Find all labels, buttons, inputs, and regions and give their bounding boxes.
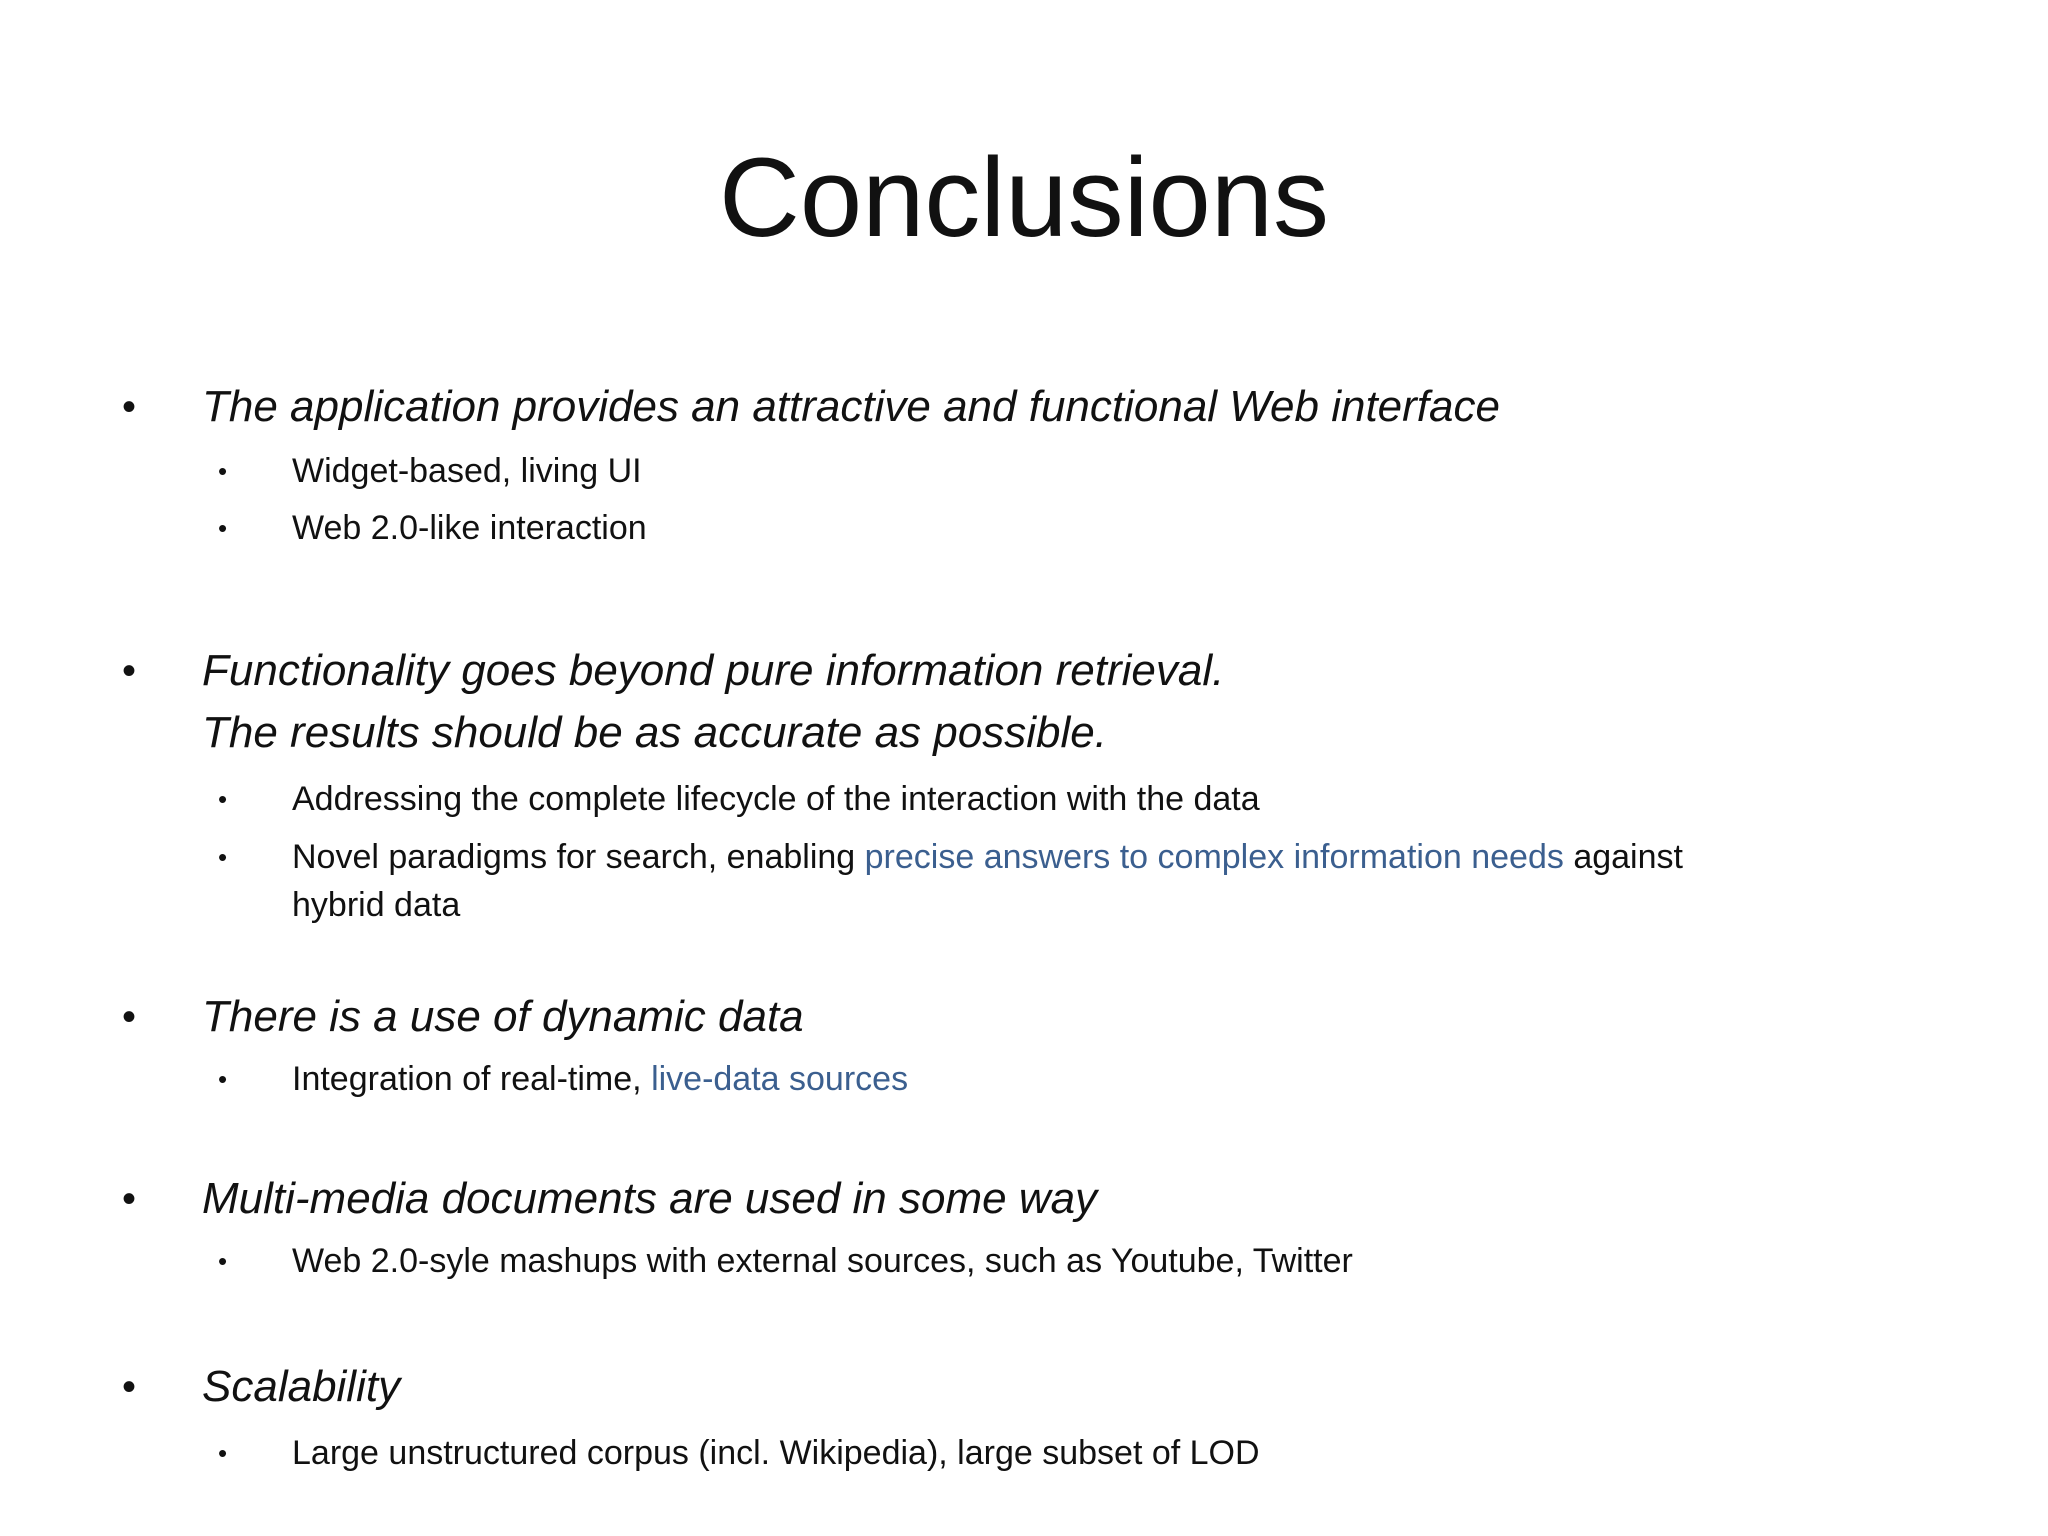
section-heading-text: The application provides an attractive and functional Web interface [202, 382, 1500, 431]
list-item-text-part: Novel paradigms for search, enabling [292, 838, 865, 876]
bullet-icon: • [218, 513, 228, 543]
bullet-icon: • [218, 456, 228, 486]
bullet-icon: • [122, 1365, 137, 1409]
list-item-text: Large unstructured corpus (incl. Wikipedia), large subset of LOD [292, 1434, 1260, 1472]
list-item-text: Web 2.0-like interaction [292, 509, 647, 547]
highlighted-link-text[interactable]: live-data sources [651, 1060, 909, 1098]
bullet-icon: • [218, 842, 228, 872]
bullet-icon: • [218, 784, 228, 814]
section-heading-text: There is a use of dynamic data [202, 992, 804, 1041]
section-heading-text: The results should be as accurate as possible. [202, 708, 1107, 757]
bullet-icon: • [122, 385, 137, 429]
bullet-icon: • [218, 1246, 228, 1276]
bullet-icon: • [218, 1438, 228, 1468]
bullet-icon: • [122, 995, 137, 1039]
bullet-icon: • [122, 649, 137, 693]
bullet-icon: • [122, 1177, 137, 1221]
list-item-text: Web 2.0-syle mashups with external sources, such as Youtube, Twitter [292, 1242, 1353, 1280]
list-item-text-part: Integration of real-time, [292, 1060, 652, 1098]
list-item-text: hybrid data [292, 886, 461, 924]
list-item-text-part: against [1563, 838, 1683, 876]
section-heading-text: Scalability [202, 1362, 401, 1411]
section-heading-text: Multi-media documents are used in some way [202, 1174, 1098, 1223]
list-item-text: Addressing the complete lifecycle of the interaction with the data [292, 780, 1260, 818]
slide-title: Conclusions [718, 135, 1330, 260]
list-item-text [292, 1054, 908, 1104]
list-item-text [292, 832, 1683, 882]
bullet-icon: • [218, 1064, 228, 1094]
section-heading-text: Functionality goes beyond pure information retrieval. [202, 646, 1225, 695]
list-item-text: Widget-based, living UI [292, 452, 642, 490]
highlighted-link-text[interactable]: precise answers to complex information needs [864, 838, 1564, 876]
